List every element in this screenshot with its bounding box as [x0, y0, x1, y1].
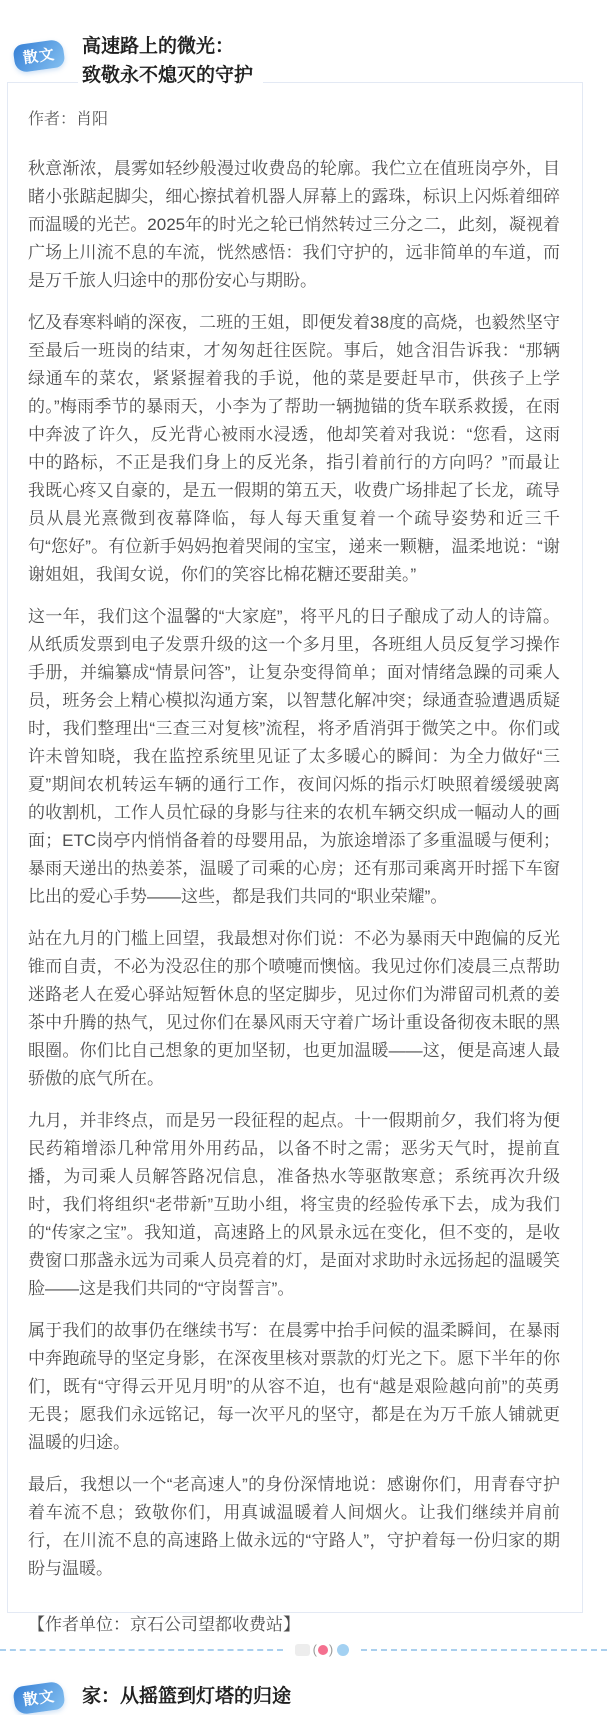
divider-dot-pink-icon [318, 1645, 328, 1655]
paragraph: 最后，我想以一个“老高速人”的身份深情地说：感谢你们，用青春守护着车流不息；致敬你们，用真诚温暖着人间烟火。让我们继续并肩前行，在川流不息的高速路上做永远的“守路人”，守护着每一份归家的期盼与温暖。 [28, 1475, 560, 1578]
article-body-box [7, 82, 583, 1634]
paragraph: 属于我们的故事仍在继续书写：在晨雾中抬手问候的温柔瞬间，在暴雨中奔跑疏导的坚定身影，在深夜里核对票款的灯光之下。愿下半年的你们，既有“守得云开见月明”的从容不迫，也有“越是艰险越向前”的英勇无畏；愿我们永远铭记，每一次平凡的坚守，都是在为万千旅人铺就更温暖的归途。 [28, 1321, 560, 1452]
author-affiliation: 【作者单位：京石公司望都收费站】 [28, 1615, 300, 1634]
article-header [14, 28, 263, 96]
article-title [78, 28, 263, 96]
author-line: 作者：肖阳 [28, 111, 109, 128]
paragraph: 九月，并非终点，而是另一段征程的起点。十一假期前夕，我们将为便民药箱增添几种常用外用药品，以备不时之需；恶劣天气时，提前直播，为司乘人员解答路况信息，准备热水等驱散寒意；系统再次升级时，我们将组织“老带新”互助小组，将宝贵的经验传承下去，成为我们的“传家之宝”。我知道，高速路上的风景永远在变化，但不变的，是收费窗口那盏永远为司乘人员亮着的灯，是面对求助时永远扬起的温暖笑脸——这是我们共同的“守岗誓言”。 [28, 1111, 560, 1298]
divider-ornament-square-icon [295, 1644, 310, 1656]
article-title-line2: 致敬永不熄灭的守护 [82, 65, 254, 86]
divider-paren-right: ) [328, 1642, 334, 1657]
next-article-header [14, 1672, 301, 1712]
paragraph: 秋意渐浓，晨雾如轻纱般漫过收费岛的轮廓。我伫立在值班岗亭外，目睹小张踮起脚尖，细心擦拭着机器人屏幕上的露珠，标识上闪烁着细碎而温暖的光芒。2025年的时光之轮已悄然转过三分之二，此刻，凝视着广场上川流不息的车流，恍然感悟：我们守护的，远非简单的车道，而是万千旅人归途中的那份安心与期盼。 [28, 159, 560, 290]
category-badge: 散文 [12, 39, 65, 74]
next-article-title: 家：从摇篮到灯塔的归途 [82, 1686, 292, 1707]
paragraph: 忆及春寒料峭的深夜，二班的王姐，即便发着38度的高烧，也毅然坚守至最后一班岗的结束，才匆匆赶往医院。事后，她含泪告诉我：“那辆绿通车的菜农，紧紧握着我的手说，他的菜是要赶早市，供孩子上学的。”梅雨季节的暴雨天，小李为了帮助一辆抛锚的货车联系救援，在雨中奔波了许久，反光背心被雨水浸透，他却笑着对我说：“您看，这雨中的路标，不正是我们身上的反光条，指引着前行的方向吗？”而最让我既心疼又自豪的，是五一假期的第五天，收费广场排起了长龙，疏导员从晨光熹微到夜幕降临，每人每天重复着一个疏导姿势和近三千句“您好”。有位新手妈妈抱着哭闹的宝宝，递来一颗糖，温柔地说：“谢谢姐姐，我闺女说，你们的笑容比棉花糖还要甜美。” [28, 313, 560, 584]
divider-paren-left: ( [312, 1642, 317, 1657]
divider-dash-left [0, 1649, 283, 1651]
paragraph: 这一年，我们这个温馨的“大家庭”，将平凡的日子酿成了动人的诗篇。从纸质发票到电子发票升级的这一个多月里，各班组人员反复学习操作手册，并编纂成“情景问答”，让复杂变得简单；面对情绪急躁的司乘人员，班务会上精心模拟沟通方案，以智慧化解冲突；绿通查验遭遇质疑时，我们整理出“三查三对复核”流程，将矛盾消弭于微笑之中。你们或许未曾知晓，我在监控系统里见证了太多暖心的瞬间：为全力做好“三夏”期间农机转运车辆的通行工作，夜间闪烁的指示灯映照着缓缓驶离的收割机，工作人员忙碌的身影与往来的农机车辆交织成一幅动人的画面；ETC岗亭内悄悄备着的母婴用品，为旅途增添了多重温暖与便利；暴雨天递出的热姜茶，温暖了司乘的心房；还有那司乘离开时摇下车窗比出的爱心手势——这些，都是我们共同的“职业荣耀”。 [28, 607, 560, 906]
paragraph: 站在九月的门槛上回望，我最想对你们说：不必为暴雨天中跑偏的反光锥而自责，不必为没忍住的那个喷嚏而懊恼。我见过你们凌晨三点帮助迷路老人在爱心驿站短暂休息的坚定脚步，见过你们为滞留司机煮的姜茶中升腾的热气，见过你们在暴风雨天守着广场计重设备彻夜未眠的黑眼圈。你们比自己想象的更加坚韧，也更加温暖——这，便是高速人最骄傲的底气所在。 [28, 929, 560, 1088]
divider-dash-right [361, 1649, 607, 1651]
section-divider [0, 1640, 607, 1660]
article-title-line1: 高速路上的微光： [82, 36, 235, 57]
divider-dot-blue-icon [337, 1644, 349, 1656]
divider-ornament [295, 1644, 350, 1656]
next-category-badge: 散文 [12, 1681, 65, 1715]
